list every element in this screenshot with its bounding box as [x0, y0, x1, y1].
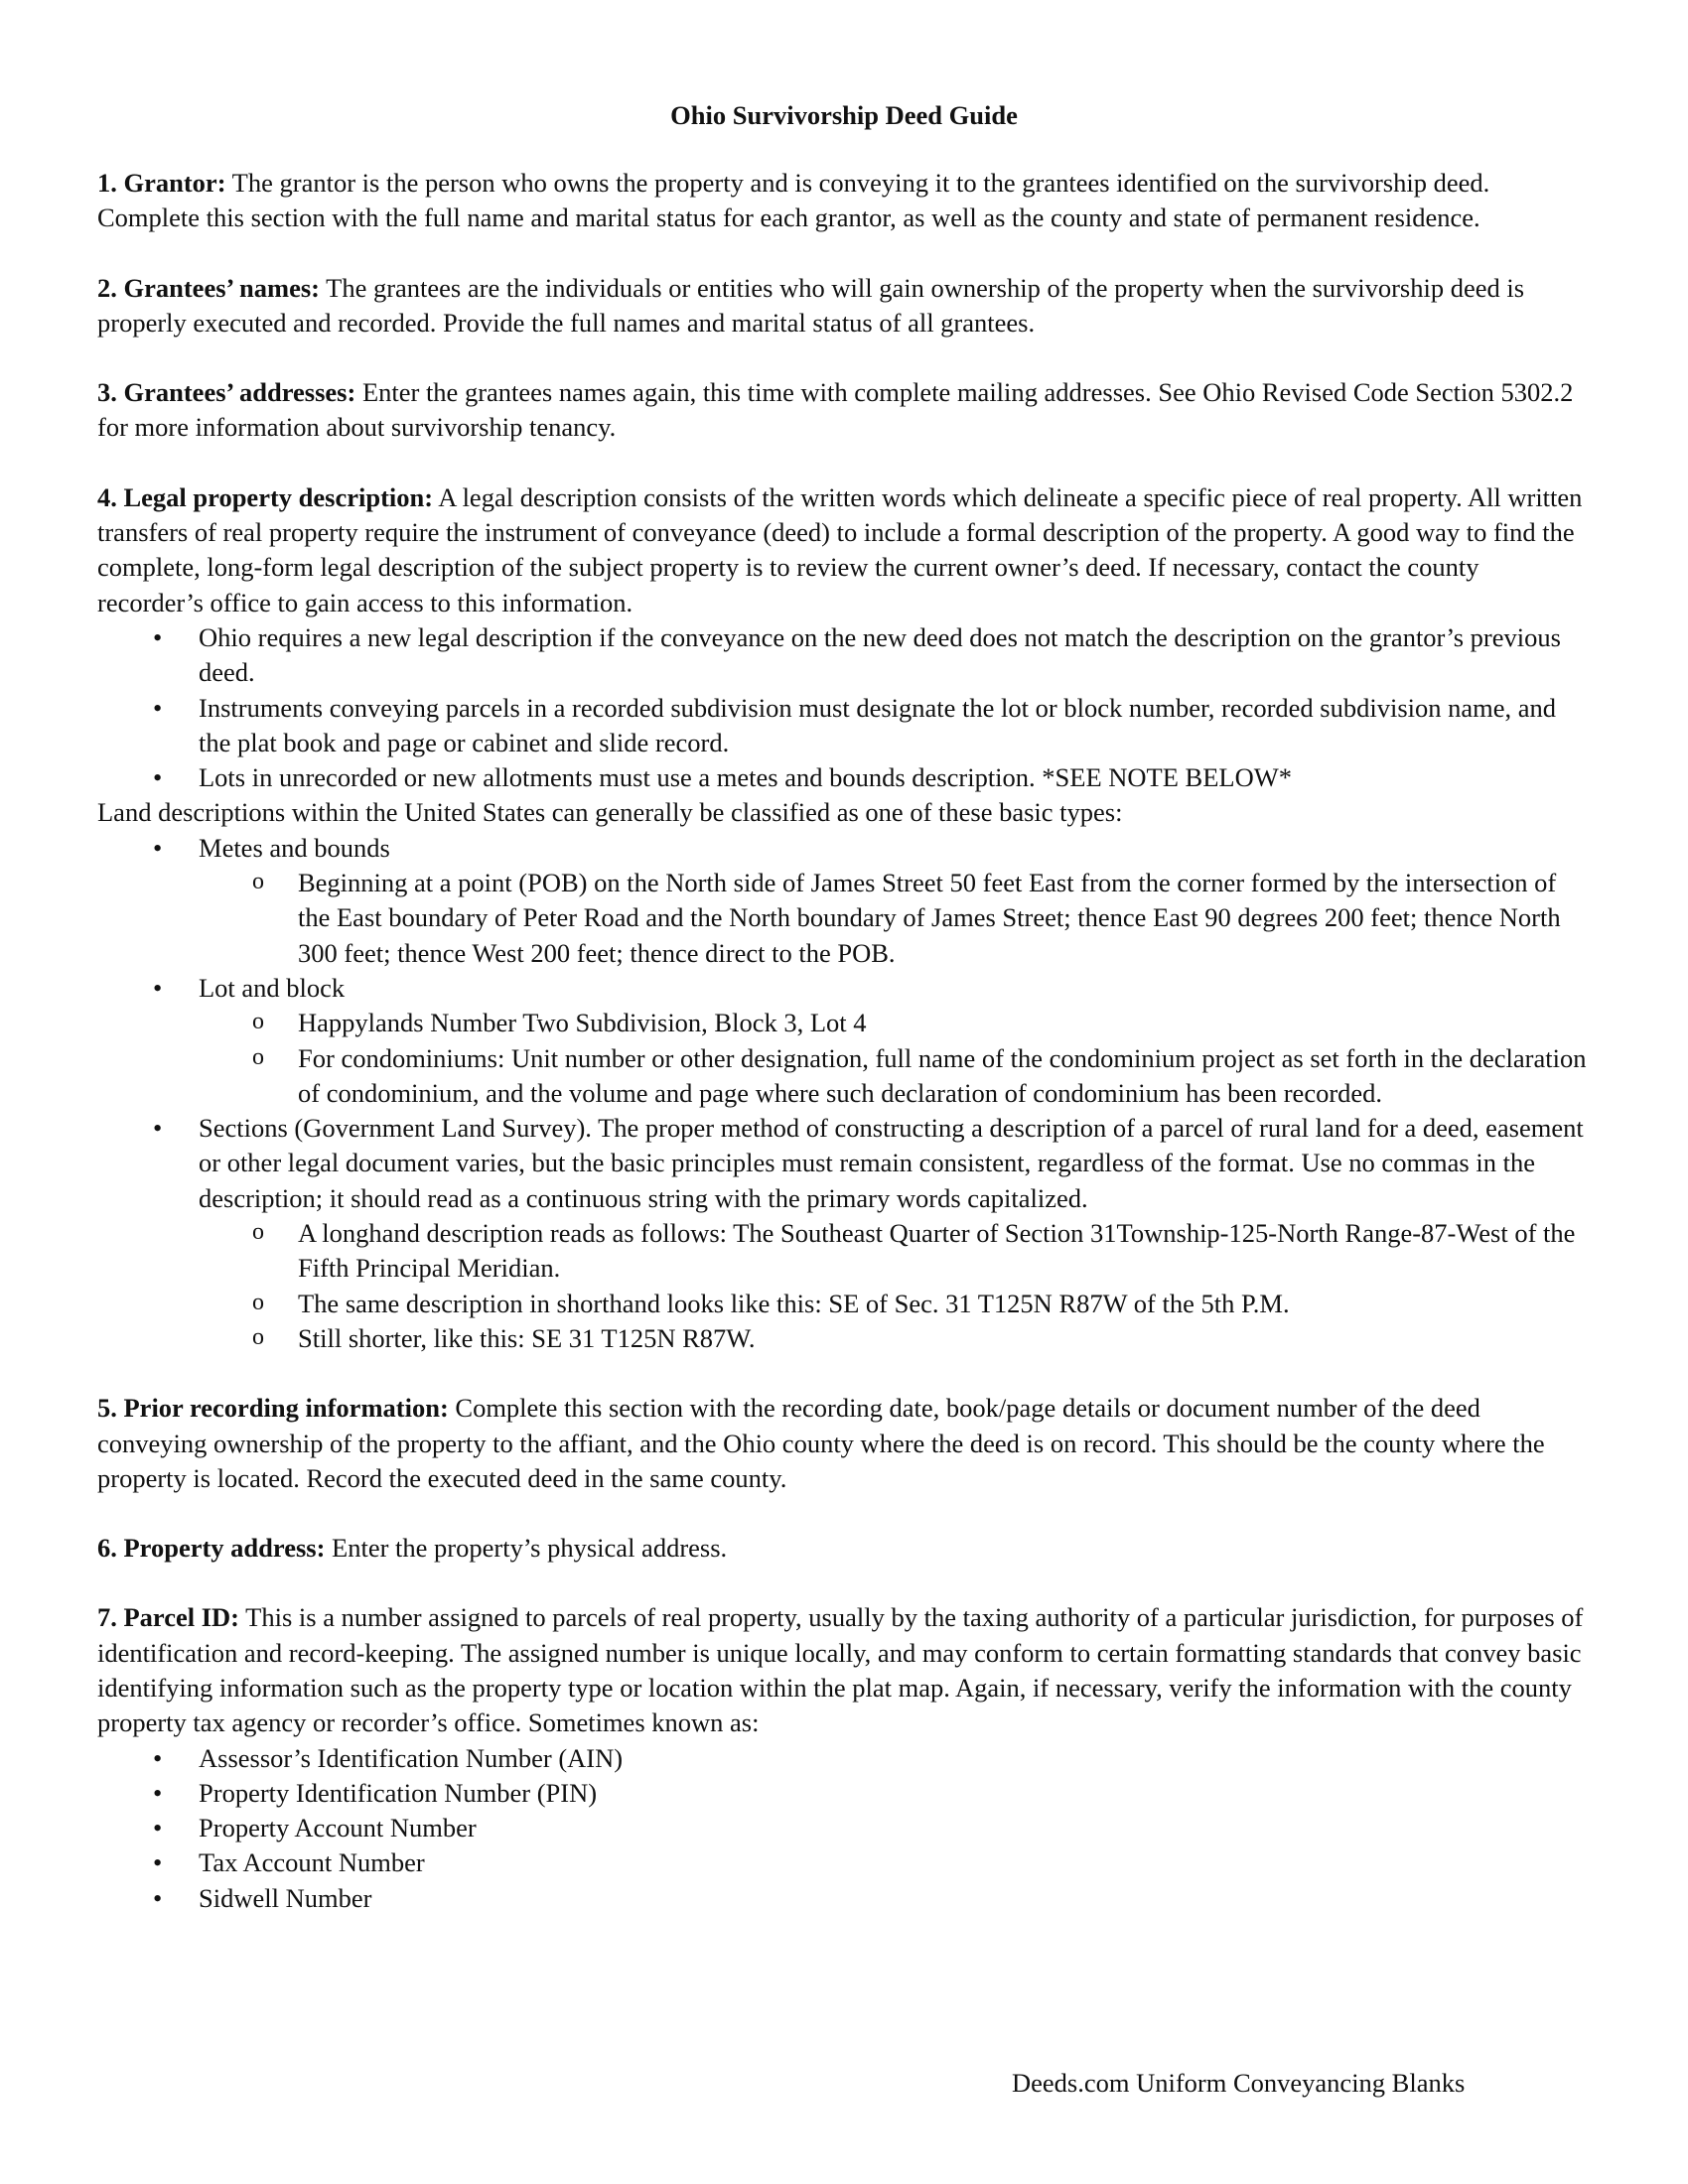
types-list	[97, 831, 1591, 1356]
sub-list-item: o The same description in shorthand looks like this: SE of Sec. 31 T125N R87W of the 5th P.M.	[199, 1287, 1591, 1321]
section-grantees-names	[97, 271, 1591, 341]
section-heading: 1. Grantor:	[97, 168, 226, 198]
section-legal-description	[97, 480, 1591, 1356]
list-item-metes-bounds	[97, 831, 1591, 971]
sub-list-item: o For condominiums: Unit number or other designation, full name of the condominium project as set forth in the declaration of condominium, and the volume and page where such declaration of condominium has been recorded.	[199, 1041, 1591, 1112]
types-intro: Land descriptions within the United States can generally be classified as one of these basic types:	[97, 797, 1123, 828]
paragraph	[97, 166, 1591, 236]
section-heading: 4. Legal property description:	[97, 481, 434, 512]
page-footer: Deeds.com Uniform Conveyancing Blanks	[1012, 2068, 1466, 2098]
list-item: • Instruments conveying parcels in a recorded subdivision must designate the lot or block number, recorded subdivision name, and the plat book and page or cabinet and slide record.	[97, 691, 1591, 761]
list-item: • Assessor’s Identification Number (AIN)	[97, 1741, 1591, 1776]
sub-list	[199, 1006, 1591, 1111]
section-text: Enter the property’s physical address.	[325, 1533, 728, 1564]
section-grantees-addresses	[97, 375, 1591, 446]
paragraph	[97, 271, 1591, 341]
section-grantor	[97, 166, 1591, 236]
sub-list	[199, 866, 1591, 971]
list-item-label: Sections (Government Land Survey). The proper method of constructing a description of a parcel of rural land for a deed, easement or other legal document varies, but the basic principles must remain consistent, regardless of the format. Use no commas in the description; it should read as a continuous string with the primary words capitalized.	[199, 1113, 1584, 1213]
section-heading: 7. Parcel ID:	[97, 1602, 240, 1633]
sub-list-item: o Happylands Number Two Subdivision, Block 3, Lot 4	[199, 1006, 1591, 1040]
section-property-address	[97, 1531, 1591, 1566]
sub-list-item: o Still shorter, like this: SE 31 T125N R87W.	[199, 1321, 1591, 1356]
section-text: The grantees are the individuals or entities who will gain ownership of the property when the survivorship deed is properly executed and recorded. Provide the full names and marital status of all grantees.	[97, 272, 1525, 338]
paragraph	[97, 1391, 1591, 1496]
bullet-list	[97, 1741, 1591, 1916]
section-text: This is a number assigned to parcels of real property, usually by the taxing authority of a particular jurisdiction, for purposes of identification and record-keeping. The assigned number is unique locally, and may conform to certain formatting standards that convey basic identifying information such as the property type or location within the plat map. Again, if necessary, verify the information with the county property tax agency or recorder’s office. Sometimes known as:	[97, 1602, 1584, 1738]
section-text: Enter the grantees names again, this time with complete mailing addresses. See Ohio Revised Code Section 5302.2 for more information about survivorship tenancy.	[97, 377, 1574, 443]
page-title: Ohio Survivorship Deed Guide	[670, 100, 1018, 130]
list-item: • Tax Account Number	[97, 1845, 1591, 1880]
list-item-label: Lot and block	[199, 972, 346, 1003]
paragraph	[97, 1531, 1591, 1566]
section-text: Complete this section with the recording date, book/page details or document number of the deed conveying ownership of the property to the affiant, and the Ohio county where the deed is on record. This should be the county where the property is located. Record the executed deed in the same county.	[97, 1393, 1545, 1493]
list-item: • Ohio requires a new legal description if the conveyance on the new deed does not match the description on the grantor’s previous deed.	[97, 620, 1591, 691]
section-heading: 2. Grantees’ names:	[97, 272, 320, 303]
paragraph	[97, 375, 1591, 446]
list-item: • Property Account Number	[97, 1811, 1591, 1845]
list-item-lot-block	[97, 971, 1591, 1111]
section-heading: 5. Prior recording information:	[97, 1393, 449, 1424]
list-item: • Property Identification Number (PIN)	[97, 1776, 1591, 1811]
sub-list-item: o A longhand description reads as follows: The Southeast Quarter of Section 31Township-125-North Range-87-West of the Fifth Principal Meridian.	[199, 1216, 1591, 1287]
section-heading: 3. Grantees’ addresses:	[97, 377, 356, 408]
section-prior-recording	[97, 1391, 1591, 1496]
section-text: The grantor is the person who owns the property and is conveying it to the grantees identified on the survivorship deed. Complete this section with the full name and marital status for each grantor, as well as the county and state of permanent residence.	[97, 168, 1490, 233]
section-heading: 6. Property address:	[97, 1533, 326, 1564]
list-item: • Lots in unrecorded or new allotments must use a metes and bounds description. *SEE NOTE BELOW*	[97, 760, 1591, 795]
paragraph	[97, 1600, 1591, 1740]
paragraph	[97, 480, 1591, 620]
section-parcel-id	[97, 1600, 1591, 1916]
section-text: A legal description consists of the written words which delineate a specific piece of real property. All written transfers of real property require the instrument of conveyance (deed) to include a formal description of the property. A good way to find the complete, long-form legal description of the subject property is to review the current owner’s deed. If necessary, contact the county recorder’s office to gain access to this information.	[97, 481, 1583, 617]
list-item-label: Metes and bounds	[199, 832, 390, 863]
list-item-sections	[97, 1111, 1591, 1356]
list-item: • Sidwell Number	[97, 1881, 1591, 1916]
bullet-list	[97, 620, 1591, 795]
sub-list	[199, 1216, 1591, 1356]
sub-list-item: o Beginning at a point (POB) on the North side of James Street 50 feet East from the corner formed by the intersection of the East boundary of Peter Road and the North boundary of James Street; thence East 90 degrees 200 feet; thence North 300 feet; thence West 200 feet; thence direct to the POB.	[199, 866, 1591, 971]
